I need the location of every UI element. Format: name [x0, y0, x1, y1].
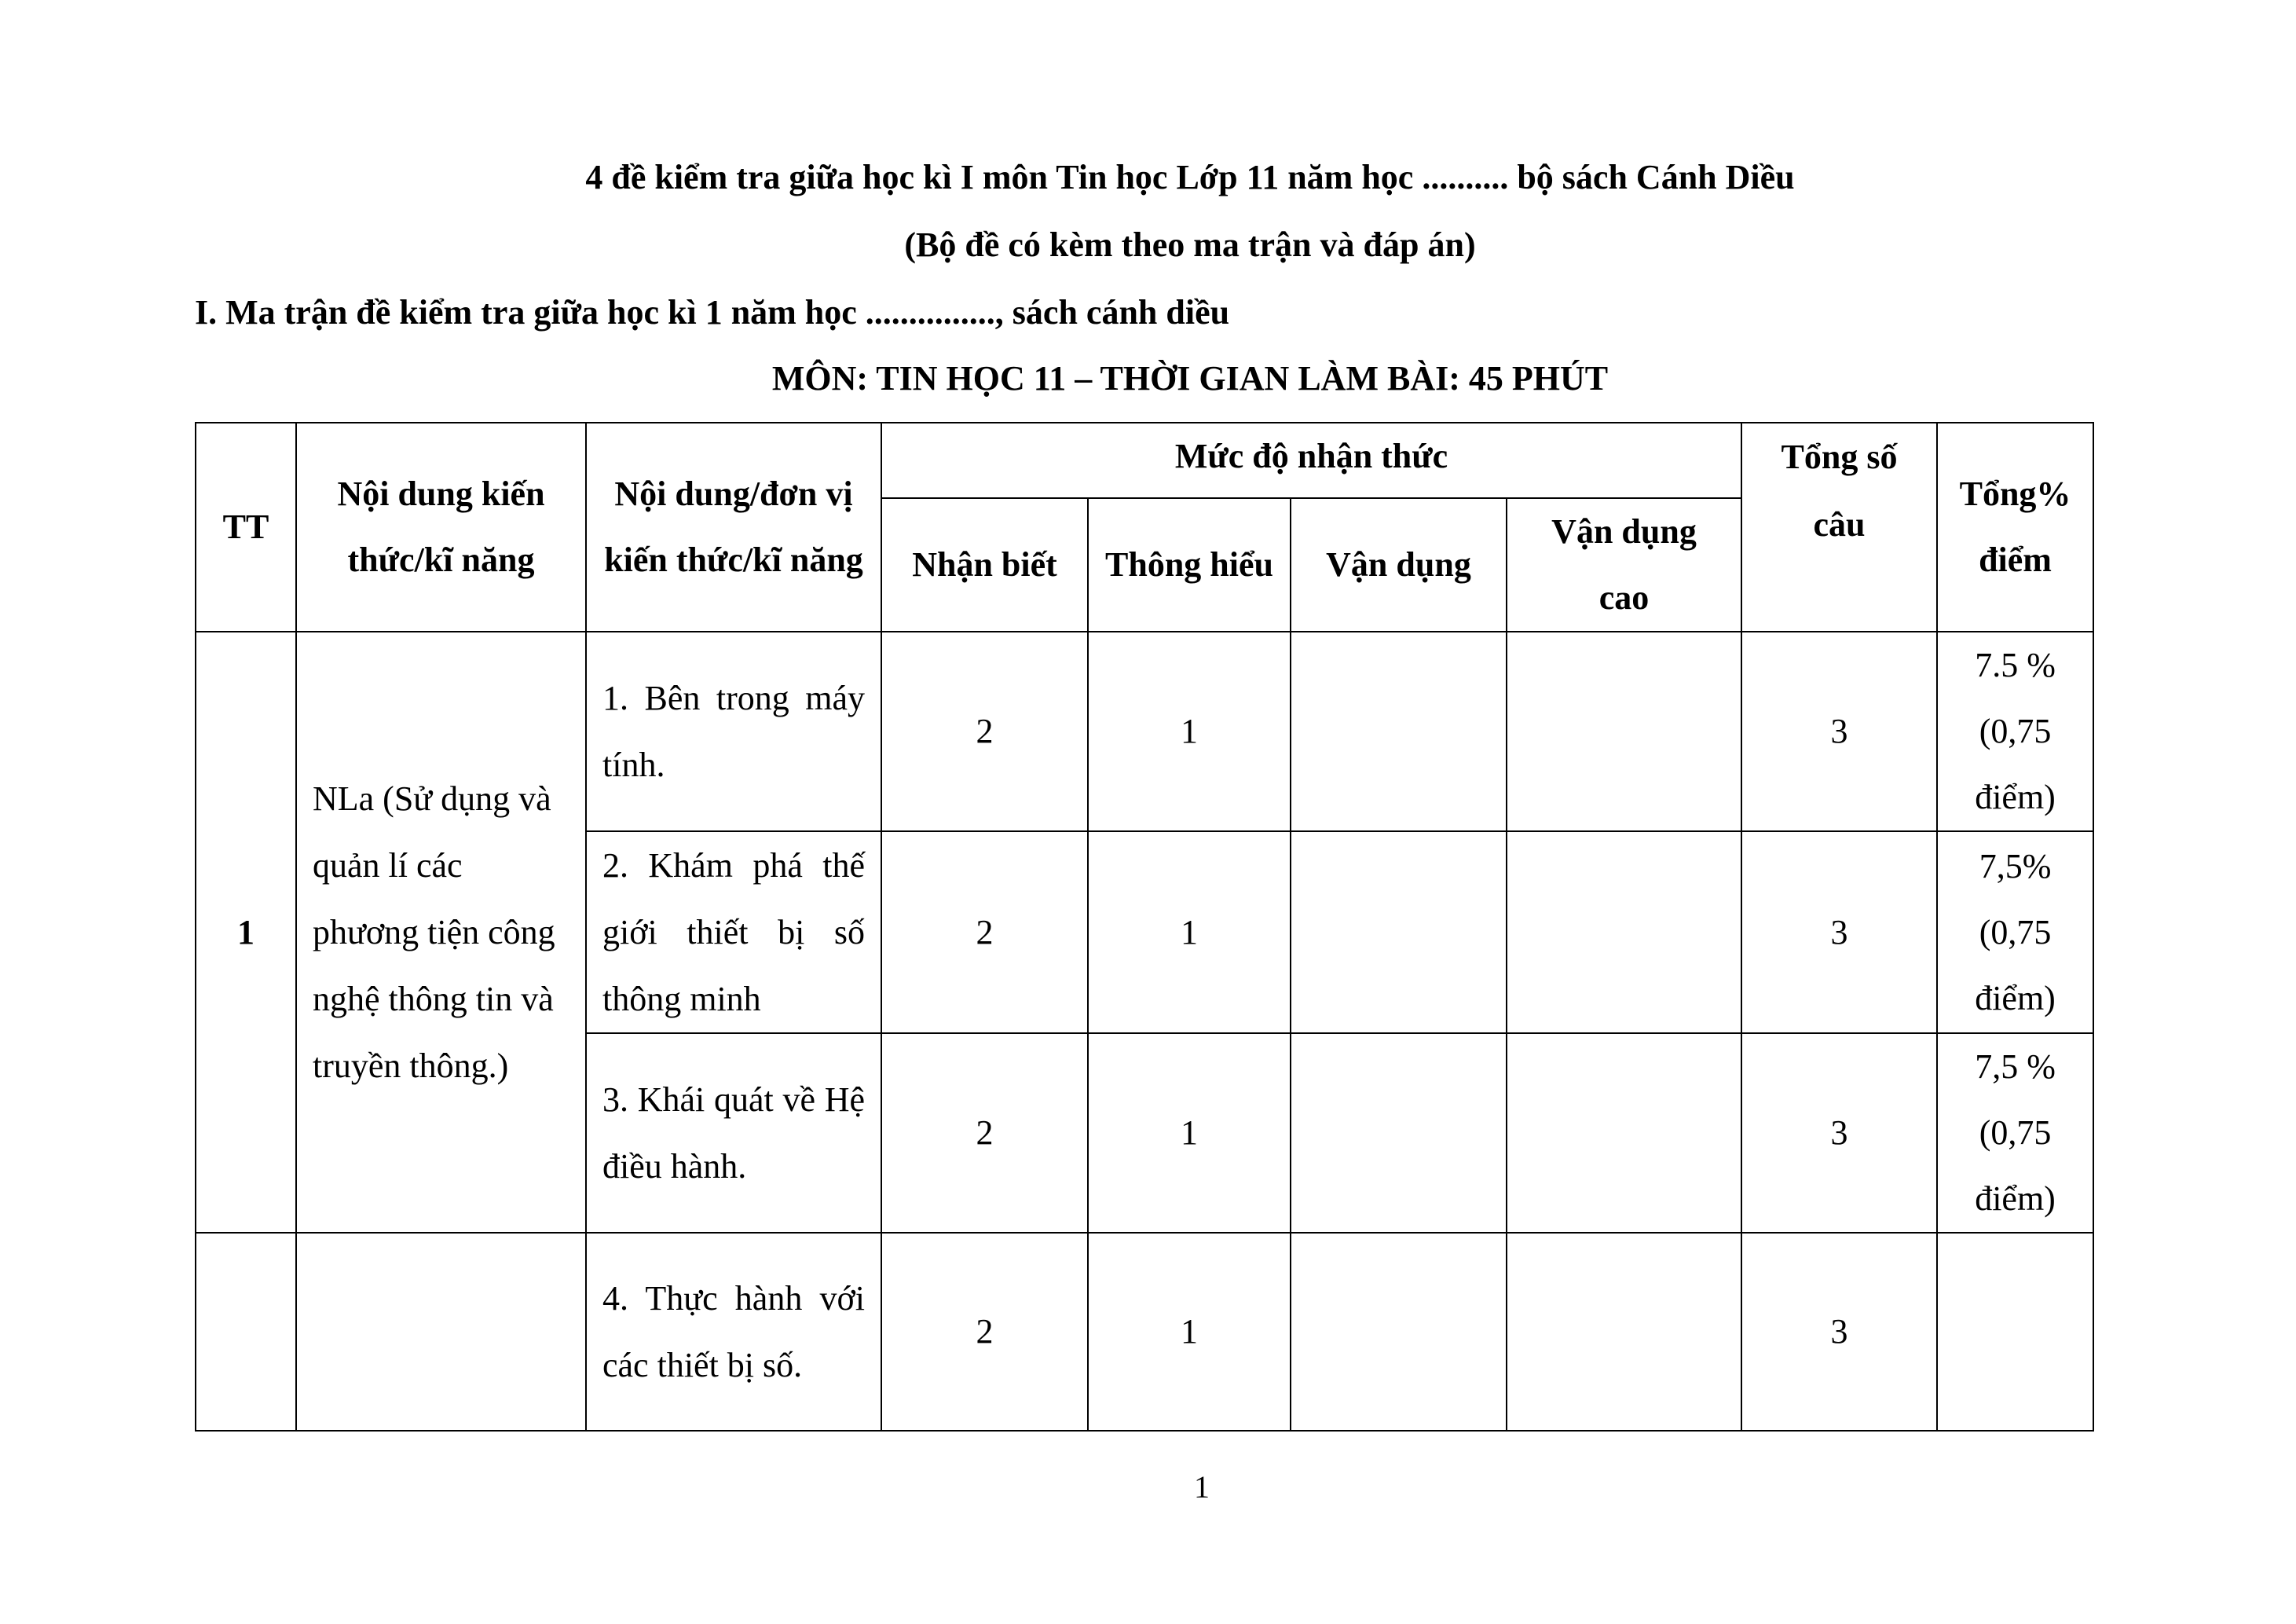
cell-total: 3	[1741, 1033, 1937, 1233]
cell-total: 3	[1741, 831, 1937, 1033]
header-tt: TT	[196, 423, 296, 632]
table-header-row	[196, 423, 2093, 498]
cell-apply-high	[1507, 1233, 1741, 1431]
table-row	[196, 632, 2093, 831]
cell-percent: 7.5 % (0,75 điểm)	[1937, 632, 2093, 831]
document-subtitle: (Bộ đề có kèm theo ma trận và đáp án)	[904, 225, 1476, 264]
row-unit: 2. Khám phá thế giới thiết bị số thông minh	[586, 831, 881, 1033]
header-level-understand: Thông hiểu	[1088, 498, 1291, 632]
row-topic: NLa (Sử dụng và quản lí các phương tiện công nghệ thông tin và truyền thông.)	[296, 632, 586, 1233]
cell-understand: 1	[1088, 1233, 1291, 1431]
exam-matrix-table	[195, 422, 2094, 1432]
cell-total: 3	[1741, 1233, 1937, 1431]
cell-understand: 1	[1088, 632, 1291, 831]
section-heading: I. Ma trận đề kiểm tra giữa học kì 1 năm học ..............., sách cánh diều	[195, 293, 1230, 332]
row-unit: 3. Khái quát về Hệ điều hành.	[586, 1033, 881, 1233]
header-total-percent: Tổng% điểm	[1937, 423, 2093, 632]
header-total-questions: Tổng số câu	[1741, 423, 1937, 632]
row-unit: 4. Thực hành với các thiết bị số.	[586, 1233, 881, 1431]
cell-percent: 7,5% (0,75 điểm)	[1937, 831, 2093, 1033]
cell-understand: 1	[1088, 831, 1291, 1033]
cell-percent	[1937, 1233, 2093, 1431]
header-level-recognize: Nhận biết	[881, 498, 1088, 632]
table-row	[196, 1233, 2093, 1431]
cell-percent: 7,5 % (0,75 điểm)	[1937, 1033, 2093, 1233]
cell-apply-high	[1507, 1033, 1741, 1233]
cell-apply	[1291, 632, 1507, 831]
document-title: 4 đề kiểm tra giữa học kì I môn Tin học Lớp 11 năm học .......... bộ sách Cánh Diều	[585, 158, 1795, 196]
cell-apply	[1291, 1233, 1507, 1431]
header-level-group: Mức độ nhận thức	[881, 423, 1741, 498]
cell-apply-high	[1507, 831, 1741, 1033]
cell-apply-high	[1507, 632, 1741, 831]
cell-total: 3	[1741, 632, 1937, 831]
header-unit: Nội dung/đơn vị kiến thức/kĩ năng	[586, 423, 881, 632]
cell-recognize: 2	[881, 632, 1088, 831]
cell-recognize: 2	[881, 1033, 1088, 1233]
cell-recognize: 2	[881, 1233, 1088, 1431]
header-level-apply: Vận dụng	[1291, 498, 1507, 632]
cell-apply	[1291, 831, 1507, 1033]
row-unit: 1. Bên trong máy tính.	[586, 632, 881, 831]
cell-apply	[1291, 1033, 1507, 1233]
header-level-apply-high: Vận dụng cao	[1507, 498, 1741, 632]
cell-understand: 1	[1088, 1033, 1291, 1233]
row-tt	[196, 1233, 296, 1431]
row-tt: 1	[196, 632, 296, 1233]
page-number: 1	[1194, 1469, 1210, 1505]
header-topic: Nội dung kiến thức/kĩ năng	[296, 423, 586, 632]
subject-heading: MÔN: TIN HỌC 11 – THỜI GIAN LÀM BÀI: 45 PHÚT	[771, 359, 1609, 398]
row-topic	[296, 1233, 586, 1431]
cell-recognize: 2	[881, 831, 1088, 1033]
